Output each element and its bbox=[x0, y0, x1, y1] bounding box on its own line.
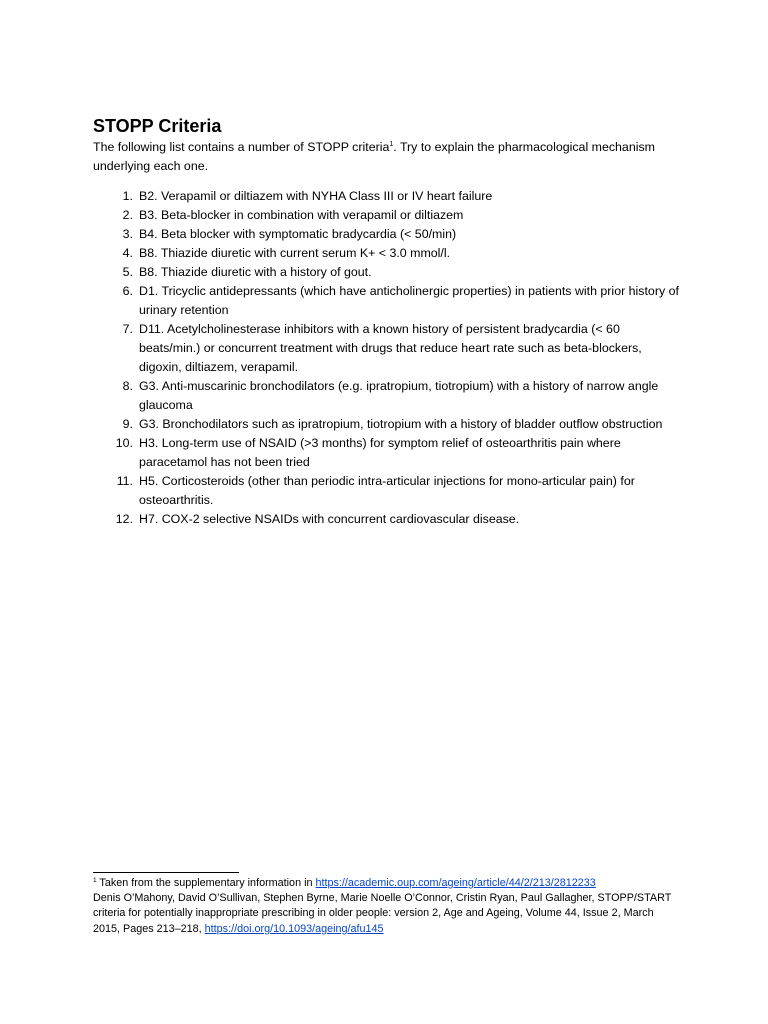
list-item-number: 2. bbox=[122, 208, 133, 222]
intro-paragraph bbox=[93, 138, 683, 176]
list-item bbox=[93, 206, 683, 225]
footnote bbox=[93, 876, 683, 937]
footnote-number: 1 bbox=[93, 877, 97, 884]
list-item bbox=[93, 472, 683, 510]
list-item-number: 6. bbox=[122, 284, 133, 298]
criteria-list bbox=[93, 187, 683, 529]
list-item-number: 12. bbox=[115, 512, 133, 526]
list-item bbox=[93, 510, 683, 529]
list-item-text: G3. Anti-muscarinic bronchodilators (e.g. ipratropium, tiotropium) with a history of narrow angle glaucoma bbox=[139, 379, 659, 412]
list-item-number: 5. bbox=[122, 265, 133, 279]
list-item bbox=[93, 415, 683, 434]
list-item bbox=[93, 434, 683, 472]
footnote-link-doi[interactable]: https://doi.org/10.1093/ageing/afu145 bbox=[204, 922, 384, 935]
list-item bbox=[93, 377, 683, 415]
list-item-number: 8. bbox=[122, 379, 133, 393]
list-item-number: 10. bbox=[115, 436, 133, 450]
list-item-text: B3. Beta-blocker in combination with verapamil or diltiazem bbox=[139, 208, 464, 222]
list-item bbox=[93, 263, 683, 282]
list-item-text: D11. Acetylcholinesterase inhibitors with a known history of persistent bradycardia (< 60 beats/min.) or concurrent treatment with drugs that reduce heart rate such as beta-blockers, digoxin, diltiazem, verapamil. bbox=[139, 322, 642, 374]
list-item bbox=[93, 244, 683, 263]
intro-text-end: . Try to explain the pharmacological mechanism underlying each one. bbox=[93, 140, 655, 173]
list-item-text: H7. COX-2 selective NSAIDs with concurrent cardiovascular disease. bbox=[139, 512, 520, 526]
list-item-text: H5. Corticosteroids (other than periodic intra-articular injections for mono-articular pain) for osteoarthritis. bbox=[139, 474, 635, 507]
list-item-text: D1. Tricyclic antidepressants (which have anticholinergic properties) in patients with prior history of urinary retention bbox=[139, 284, 679, 317]
list-item-number: 9. bbox=[122, 417, 133, 431]
page-title: STOPP Criteria bbox=[93, 116, 222, 136]
footnote-link-oup[interactable]: https://academic.oup.com/ageing/article/44/2/213/2812233 bbox=[315, 877, 596, 889]
footnote-citation: Denis O’Mahony, David O’Sullivan, Stephen Byrne, Marie Noelle O’Connor, Cristin Ryan, Paul Gallagher, STOPP/START criteria for potentially inappropriate prescribing in older people: version 2, Age and Ageing, Volume 44, Issue 2, March 2015, Pages 213–218, bbox=[93, 892, 672, 935]
list-item-text: B8. Thiazide diuretic with a history of gout. bbox=[139, 265, 372, 279]
list-item-text: B2. Verapamil or diltiazem with NYHA Class III or IV heart failure bbox=[139, 189, 493, 203]
list-item bbox=[93, 187, 683, 206]
intro-text-start: The following list contains a number of STOPP criteria bbox=[93, 140, 390, 154]
footnote-reference[interactable]: 1 bbox=[389, 141, 394, 148]
list-item bbox=[93, 225, 683, 244]
list-item bbox=[93, 282, 683, 320]
list-item-text: B4. Beta blocker with symptomatic bradycardia (< 50/min) bbox=[139, 227, 457, 241]
footnote-lead-text: Taken from the supplementary information in bbox=[96, 877, 316, 889]
footnote-separator bbox=[93, 872, 239, 873]
list-item-number: 7. bbox=[122, 322, 133, 336]
list-item-text: G3. Bronchodilators such as ipratropium, tiotropium with a history of bladder outflow obstruction bbox=[139, 417, 663, 431]
list-item-number: 4. bbox=[122, 246, 133, 260]
list-item-number: 1. bbox=[122, 189, 133, 203]
list-item-text: H3. Long-term use of NSAID (>3 months) for symptom relief of osteoarthritis pain where paracetamol has not been tried bbox=[139, 436, 621, 469]
list-item-number: 11. bbox=[116, 474, 133, 488]
list-item-text: B8. Thiazide diuretic with current serum K+ < 3.0 mmol/l. bbox=[139, 246, 451, 260]
list-item bbox=[93, 320, 683, 377]
list-item-number: 3. bbox=[122, 227, 133, 241]
